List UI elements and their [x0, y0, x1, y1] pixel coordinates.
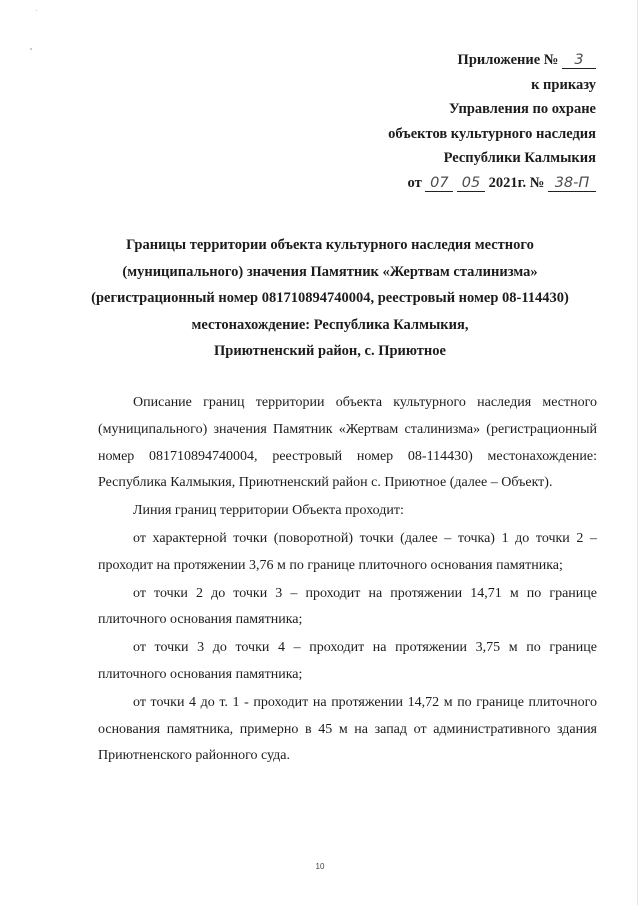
issuer-line-3: Республики Калмыкия: [443, 150, 596, 166]
title-line: (муниципального) значения Памятник «Жертвам сталинизма»: [122, 263, 538, 280]
body-paragraph: Описание границ территории объекта культурного наследия местного (муниципального) значения Памятник «Жертвам сталинизма» (регистрационный номер 081710894740004, реестровый номер 08-114430) местонахождение: Республика Калмыкия, Приютненский район с. Приютное (далее – Объект).: [98, 395, 597, 491]
issuer-line-1: Управления по охране: [449, 101, 596, 117]
appendix-number-handwritten: 3: [562, 53, 596, 69]
title-line: местонахождение: Республика Калмыкия,: [191, 316, 469, 333]
scan-edge-line: [637, 0, 638, 905]
body-paragraph: от точки 3 до точки 4 – проходит на протяжении 3,75 м по границе плиточного основания памятника;: [98, 640, 597, 682]
date-month-handwritten: 05: [457, 176, 485, 192]
title-line: (регистрационный номер 081710894740004, реестровый номер 08-114430): [91, 290, 569, 306]
body-paragraph: Линия границ территории Объекта проходит:: [133, 503, 404, 519]
date-day-handwritten: 07: [425, 176, 453, 192]
scan-speck: [36, 10, 37, 11]
issuer-line-2: объектов культурного наследия: [388, 125, 596, 142]
scan-speck: [30, 48, 32, 50]
order-date-line: [388, 171, 596, 196]
order-number-handwritten: 38-П: [548, 176, 596, 192]
boundary-description: [98, 390, 597, 770]
appendix-label: Приложение №: [457, 52, 559, 68]
body-paragraph: от характерной точки (поворотной) точки (далее – точка) 1 до точки 2 – проходит на протяжении 3,76 м по границе плиточного основания памятника;: [98, 530, 597, 573]
body-paragraph: от точки 2 до точки 3 – проходит на протяжении 14,71 м по границе плиточного основания памятника;: [98, 585, 597, 628]
page-number: 10: [315, 862, 325, 871]
date-prefix: от: [407, 174, 422, 191]
title-line: Приютненский район, с. Приютное: [214, 343, 446, 359]
appendix-title-line: [388, 48, 596, 73]
to-order-line: к приказу: [531, 76, 596, 93]
date-year-and-number-label: 2021г. №: [488, 174, 545, 191]
body-paragraph: от точки 4 до т. 1 - проходит на протяжении 14,72 м по границе плиточного основания памятника, примерно в 45 м на запад от административного здания Приютненского районного суда.: [98, 694, 597, 764]
document-title: [60, 232, 600, 365]
appendix-header: [388, 48, 596, 195]
title-line: Границы территории объекта культурного наследия местного: [126, 237, 534, 253]
